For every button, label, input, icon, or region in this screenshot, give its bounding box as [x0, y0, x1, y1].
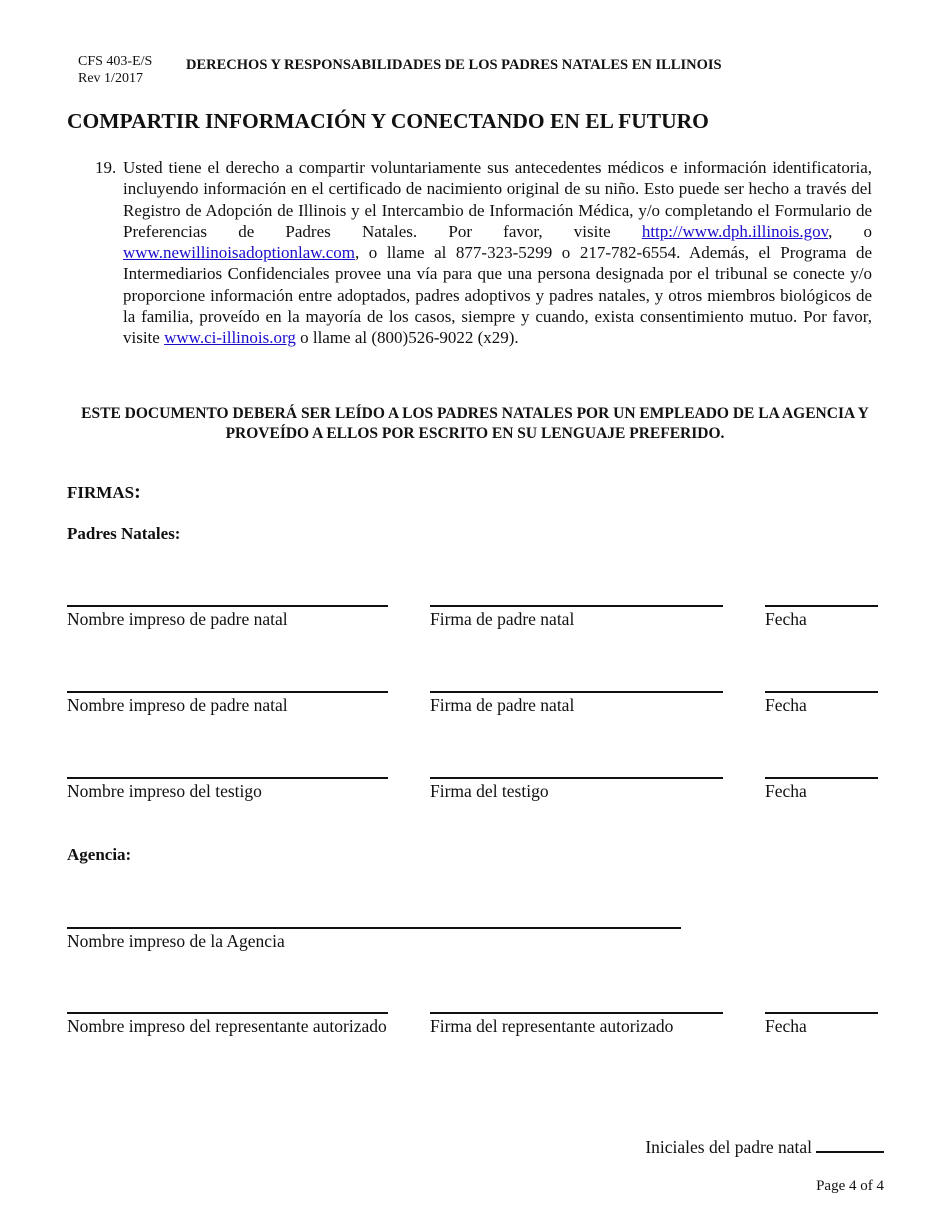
agency-name-line[interactable]	[67, 927, 681, 929]
item-number: 19.	[95, 158, 117, 177]
witness-date-label: Fecha	[765, 781, 807, 801]
agency-heading: Agencia:	[67, 845, 132, 864]
name-label-2: Nombre impreso de padre natal	[67, 695, 288, 715]
date-line-2[interactable]	[765, 691, 878, 693]
witness-date-line[interactable]	[765, 777, 878, 779]
date-label-1: Fecha	[765, 609, 807, 629]
signature-line-1[interactable]	[430, 605, 723, 607]
representative-signature-line[interactable]	[430, 1012, 723, 1014]
item-text-3: , o llame al 877-323-5299 o 217-782-6554. Además, el Programa de Intermediarios Confidenciales provee una vía para que una persona designada por el tribunal se conecte y/o proporcione información entre adoptados, padres adoptivos y padres natales, y otros miembros biológicos de la familia, proveído en la mayoría de los casos, siempre y cuando, exista consentimiento mutuo. Por favor, visite	[123, 243, 872, 348]
agency-name-label: Nombre impreso de la Agencia	[67, 931, 285, 951]
item-text-4: o llame al (800)526-9022 (x29).	[295, 328, 519, 348]
signature-line-2[interactable]	[430, 691, 723, 693]
signature-label-2: Firma de padre natal	[430, 695, 575, 715]
date-label-2: Fecha	[765, 695, 807, 715]
date-line-1[interactable]	[765, 605, 878, 607]
document-header-title: DERECHOS Y RESPONSABILIDADES DE LOS PADRES NATALES EN ILLINOIS	[186, 57, 722, 73]
representative-name-line[interactable]	[67, 1012, 388, 1014]
page-number: Page 4 of 4	[816, 1178, 884, 1194]
initials-line[interactable]	[816, 1151, 884, 1153]
notice-text: ESTE DOCUMENTO DEBERÁ SER LEÍDO A LOS PADRES NATALES POR UN EMPLEADO DE LA AGENCIA Y PROVEÍDO A ELLOS POR ESCRITO EN SU LENGUAJE PREFERIDO.	[81, 405, 869, 442]
representative-name-label: Nombre impreso del representante autorizado	[67, 1016, 387, 1036]
name-line-2[interactable]	[67, 691, 388, 693]
name-line-1[interactable]	[67, 605, 388, 607]
form-code: CFS 403-E/S	[78, 54, 153, 69]
link-ci-illinois[interactable]: www.ci-illinois.org	[164, 328, 296, 348]
section-title: COMPARTIR INFORMACIÓN Y CONECTANDO EN EL FUTURO	[67, 109, 709, 133]
signatures-heading	[67, 481, 141, 504]
form-revision: Rev 1/2017	[78, 71, 143, 86]
signatures-heading-colon: :	[134, 481, 141, 503]
witness-name-label: Nombre impreso del testigo	[67, 781, 262, 801]
representative-date-line[interactable]	[765, 1012, 878, 1014]
link-dph-illinois[interactable]: http://www.dph.illinois.gov	[641, 221, 829, 241]
link-new-illinois-adoption-law[interactable]: www.newillinoisadoptionlaw.com	[123, 243, 355, 263]
representative-signature-label: Firma del representante autorizado	[430, 1016, 674, 1036]
signatures-heading-text: FIRMAS	[67, 483, 135, 502]
item-text-1: Usted tiene el derecho a compartir voluntariamente sus antecedentes médicos e información identificatoria, incluyendo información en el certificado de nacimiento original de su niño. Esto puede ser hecho a través del Registro de Adopción de Illinois y el Intercambio de Información Médica, y/o completando el Formulario de Preferencias de Padres Natales. Por favor, visite	[123, 158, 872, 241]
witness-name-line[interactable]	[67, 777, 388, 779]
signature-label-1: Firma de padre natal	[430, 609, 575, 629]
name-label-1: Nombre impreso de padre natal	[67, 609, 288, 629]
initials-label: Iniciales del padre natal	[645, 1137, 812, 1157]
item-paragraph	[123, 157, 872, 349]
item-text-2: , o	[828, 221, 873, 241]
witness-signature-label: Firma del testigo	[430, 781, 549, 801]
birth-parents-heading: Padres Natales:	[67, 524, 181, 543]
initials-field	[645, 1137, 884, 1158]
representative-date-label: Fecha	[765, 1016, 807, 1036]
witness-signature-line[interactable]	[430, 777, 723, 779]
form-code-block	[78, 53, 152, 87]
